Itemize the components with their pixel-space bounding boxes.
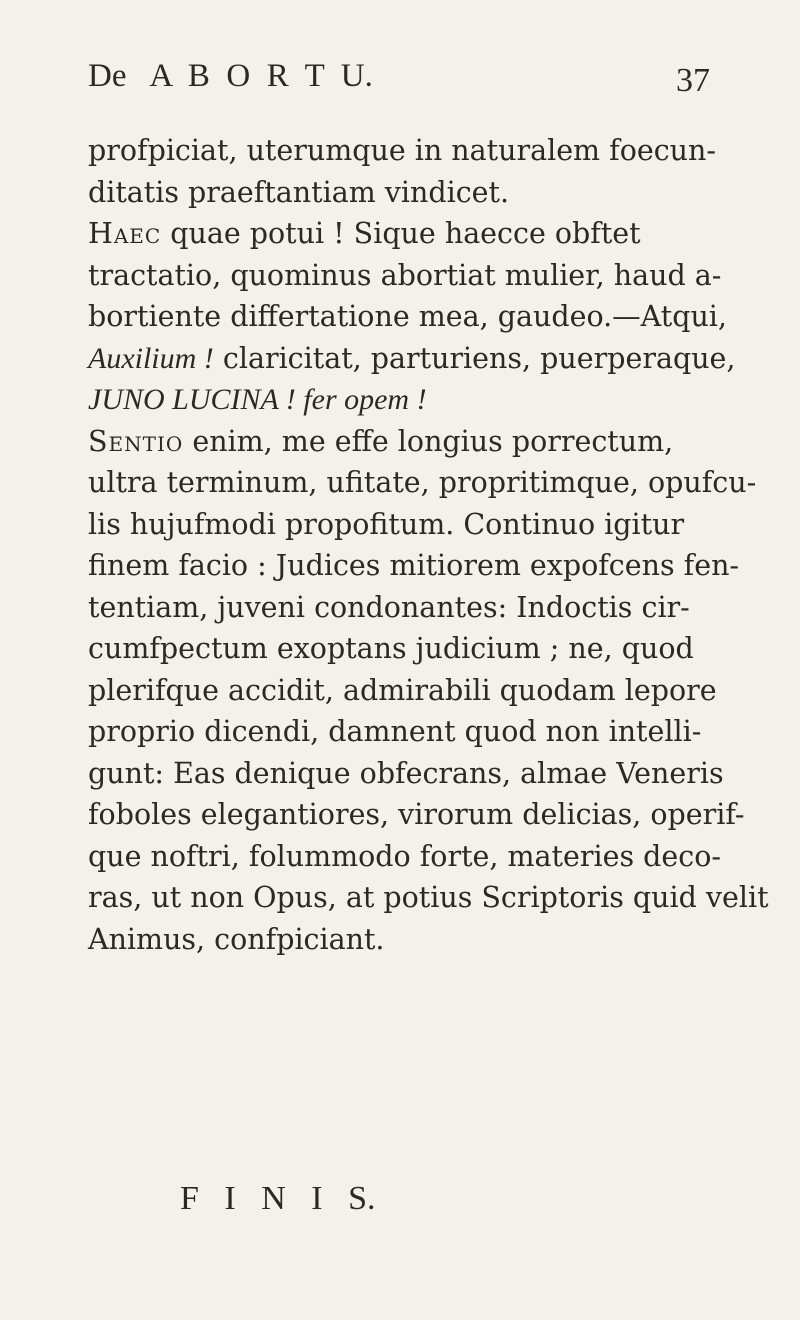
text-line: tentiam, juveni condonantes: Indoctis cir- bbox=[88, 590, 690, 624]
text-run: claricitat, parturiens, puerperaque, bbox=[213, 341, 736, 375]
text-line: foboles elegantiores, virorum delicias, operif- bbox=[88, 798, 745, 831]
text-run: quae potui ! Sique haecce obftet bbox=[161, 217, 641, 250]
text-run: enim, me effe longius porrectum, bbox=[183, 424, 674, 458]
small-caps-word: Haec bbox=[88, 217, 162, 250]
text-line bbox=[88, 379, 723, 421]
text-line: finem facio : Judices mitiorem expofcens fen- bbox=[88, 549, 740, 582]
text-line bbox=[88, 213, 723, 255]
text-line: lis hujufmodi propofitum. Continuo igitur bbox=[88, 507, 685, 541]
body-text bbox=[88, 130, 769, 960]
text-line: profpiciat, uterumque in naturalem foecun- bbox=[88, 134, 717, 167]
text-line bbox=[88, 338, 736, 380]
text-line: proprio dicendi, damnent quod non intelli- bbox=[88, 715, 702, 748]
text-line: ditatis praeftantiam vindicet. bbox=[88, 175, 510, 209]
italic-exclamation: Auxilium ! bbox=[88, 341, 214, 375]
text-line: ras, ut non Opus, at potius Scriptoris quid velit bbox=[88, 881, 769, 914]
small-caps-word: Sentio bbox=[88, 424, 184, 458]
text-line: plerifque accidit, admirabili quodam lepore bbox=[88, 673, 717, 707]
italic-invocation: JUNO LUCINA ! fer opem ! bbox=[88, 383, 427, 416]
running-head-title: De A B O R T U. bbox=[88, 58, 373, 94]
text-line: tractatio, quominus abortiat mulier, haud a- bbox=[88, 258, 722, 292]
text-line: cumfpectum exoptans judicium ; ne, quod bbox=[88, 632, 694, 665]
text-line: gunt: Eas denique obfecrans, almae Veneris bbox=[88, 756, 724, 790]
text-line: que noftri, folummodo forte, materies deco- bbox=[88, 839, 721, 873]
running-head bbox=[88, 58, 710, 110]
text-line bbox=[88, 421, 723, 463]
page-number: 37 bbox=[676, 62, 710, 99]
finis-colophon: F I N I S. bbox=[180, 1180, 376, 1217]
text-line: ultra terminum, ufitate, propritimque, opufcu- bbox=[88, 466, 757, 499]
text-line: Animus, confpiciant. bbox=[88, 922, 385, 956]
text-line: bortiente differtatione mea, gaudeo.—Atqui, bbox=[88, 300, 727, 333]
